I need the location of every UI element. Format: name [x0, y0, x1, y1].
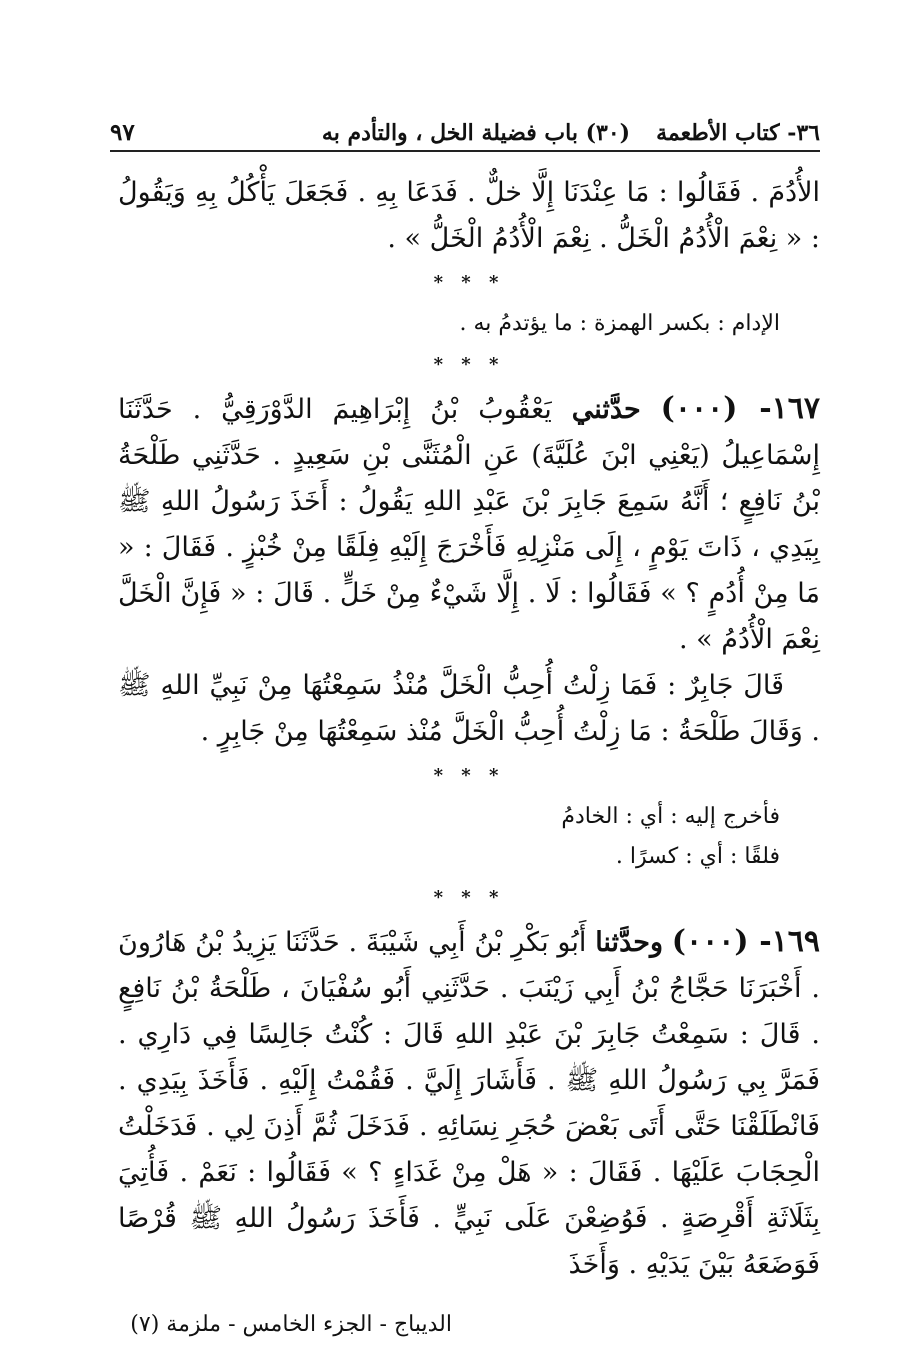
hadith-167-continuation — [118, 663, 820, 755]
separator-stars: * * * — [433, 354, 505, 375]
footnote-idam: الإدام : بكسر الهمزة : ما يؤتدمُ به . — [459, 311, 780, 336]
running-header — [110, 110, 820, 152]
hadith-keyword: حدَّثني — [571, 394, 641, 425]
footnote-filaqan: فلقًا : أي : كسرًا . — [615, 844, 780, 869]
section-title: (٣٠) باب فضيلة الخل ، والتأدم به — [321, 120, 631, 146]
separator-stars: * * * — [433, 272, 505, 293]
footnote-akhraja: فأخرج إليه : أي : الخادمُ — [561, 804, 780, 829]
separator-stars: * * * — [433, 765, 505, 786]
separator-stars: * * * — [433, 887, 505, 908]
hadith-169 — [118, 919, 820, 1288]
hadith-keyword: وحدَّثنا — [595, 927, 663, 958]
hadith-167 — [118, 386, 820, 663]
hadith-text: قَالَ جَابِرٌ : فَمَا زِلْتُ أُحِبُّ الْخَلَّ مُنْذُ سَمِعْتُهَا مِنْ نَبِيِّ اللهِ ﷺ . وَقَالَ طَلْحَةُ : مَا زِلْتُ أُحِبُّ الْخَلَّ مُنْذ سَمِعْتُهَا مِنْ جَابِرٍ . — [118, 670, 820, 747]
page-body — [118, 170, 820, 1288]
chapter-title: ٣٦- كتاب الأطعمة — [656, 120, 820, 146]
intro-paragraph: الأُدُمَ . فَقَالُوا : مَا عِنْدَنَا إِلَّا خلٌّ . فَدَعَا بِهِ . فَجَعَلَ يَأْكُلُ بِهِ وَيَقُولُ : « نِعْمَ الْأُدُمُ الْخَلُّ . نِعْمَ الْأُدُمُ الْخَلُّ » . — [118, 177, 820, 254]
hadith-number: ١٦٩- (٠٠٠) — [671, 924, 820, 959]
page-number: ٩٧ — [110, 119, 135, 146]
hadith-number: ١٦٧- (٠٠٠) — [660, 391, 820, 426]
hadith-text: يَعْقُوبُ بْنُ إِبْرَاهِيمَ الدَّوْرَقِيُّ . حَدَّثَنَا إِسْمَاعِيلُ (يَعْنِي ابْنَ عُلَيَّةَ) عَنِ الْمُثَنَّى بْنِ سَعِيدٍ . حَدَّثَنِي طَلْحَةُ بْنُ نَافِعٍ ؛ أَنَّهُ سَمِعَ جَابِرَ بْنَ عَبْدِ اللهِ يَقُولُ : أَخَذَ رَسُولُ اللهِ ﷺ بِيَدِي ، ذَاتَ يَوْمٍ ، إِلَى مَنْزِلِهِ فَأَخْرَجَ إِلَيْهِ فِلَقًا مِنْ خُبْزٍ . فَقَالَ : « مَا مِنْ أُدُمٍ ؟ » فَقَالُوا : لَا . إِلَّا شَيْءٌ مِنْ خَلٍّ . قَالَ : « فَإِنَّ الْخَلَّ نِعْمَ الْأُدُمُ » . — [118, 394, 820, 655]
hadith-text: أَبُو بَكْرِ بْنُ أَبِي شَيْبَةَ . حَدَّثَنَا يَزِيدُ بْنُ هَارُونَ . أَخْبَرَنَا حَجَّاجُ بْنُ أَبِي زَيْنَبَ . حَدَّثَنِي أَبُو سُفْيَانَ ، طَلْحَةُ بْنُ نَافِعٍ . قَالَ : سَمِعْتُ جَابِرَ بْنَ عَبْدِ اللهِ قَالَ : كُنْتُ جَالِسًا فِي دَارِي . فَمَرَّ بِي رَسُولُ اللهِ ﷺ . فَأَشَارَ إِلَيَّ . فَقُمْتُ إِلَيْهِ . فَأَخَذَ بِيَدِي . فَانْطَلَقْنَا حَتَّى أَتَى بَعْضَ حُجَرِ نِسَائِهِ . فَدَخَلَ ثُمَّ أَذِنَ لِي . فَدَخَلْتُ الْحِجَابَ عَلَيْهَا . فَقَالَ : « هَلْ مِنْ غَدَاءٍ ؟ » فَقَالُوا : نَعَمْ . فَأُتِيَ بِثَلَاثَةِ أَقْرِصَةٍ . فَوُضِعْنَ عَلَى نَبِيٍّ . فَأَخَذَ رَسُولُ اللهِ ﷺ قُرْصًا فَوَضَعَهُ بَيْنَ يَدَيْهِ . وَأَخَذَ — [118, 927, 820, 1280]
page-footer: الديباج - الجزء الخامس - ملزمة (٧) — [130, 1312, 452, 1337]
header-title — [322, 120, 820, 146]
